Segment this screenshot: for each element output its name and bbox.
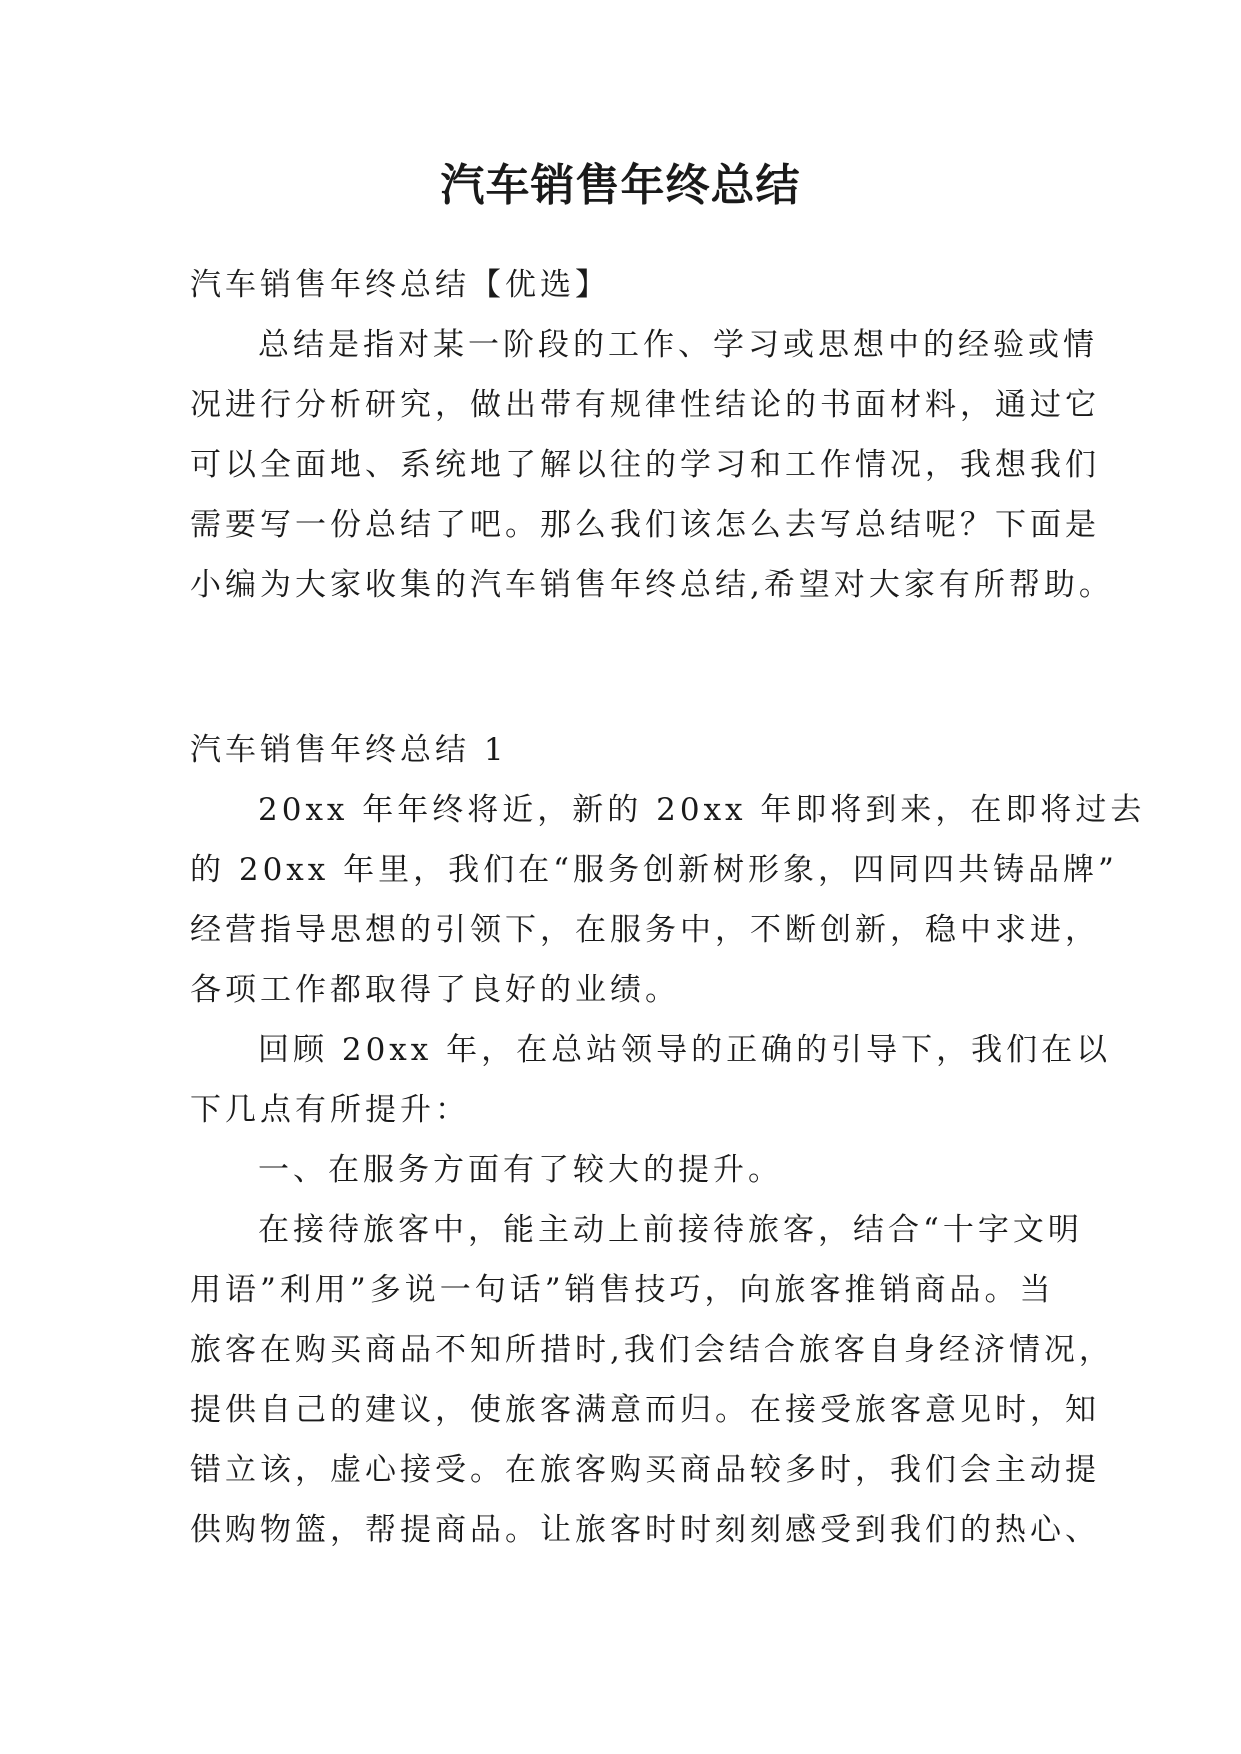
intro-line: 需要写一份总结了吧。那么我们该怎么去写总结呢？下面是	[190, 507, 1100, 543]
subheading-line: 一、在服务方面有了较大的提升。	[258, 1152, 783, 1188]
intro-line: 可以全面地、系统地了解以往的学习和工作情况，我想我们	[190, 447, 1100, 483]
paragraph-line: 错立该，虚心接受。在旅客购买商品较多时，我们会主动提	[190, 1452, 1100, 1488]
intro-heading: 汽车销售年终总结【优选】	[190, 267, 610, 303]
paragraph-line: 下几点有所提升：	[190, 1092, 470, 1128]
paragraph-line: 在接待旅客中，能主动上前接待旅客，结合“十字文明	[258, 1212, 1083, 1248]
section-1	[190, 720, 1146, 1560]
document-title: 汽车销售年终总结	[440, 160, 801, 211]
paragraph-line: 用语”利用”多说一句话”销售技巧，向旅客推销商品。当	[190, 1272, 1055, 1308]
intro-line: 小编为大家收集的汽车销售年终总结,希望对大家有所帮助。	[190, 567, 1114, 603]
intro-line: 总结是指对某一阶段的工作、学习或思想中的经验或情	[258, 327, 1098, 363]
paragraph-line: 旅客在购买商品不知所措时,我们会结合旅客自身经济情况，	[190, 1332, 1114, 1368]
paragraph-line: 各项工作都取得了良好的业绩。	[190, 972, 680, 1008]
paragraph-line: 经营指导思想的引领下，在服务中，不断创新，稳中求进，	[190, 912, 1100, 948]
paragraph-line: 20xx 年年终将近，新的 20xx 年即将到来，在即将过去	[258, 792, 1146, 828]
paragraph-line: 供购物篮，帮提商品。让旅客时时刻刻感受到我们的热心、	[190, 1512, 1100, 1548]
paragraph-line: 的 20xx 年里，我们在“服务创新树形象，四同四共铸品牌”	[190, 852, 1118, 888]
intro-line: 况进行分析研究，做出带有规律性结论的书面材料，通过它	[190, 387, 1100, 423]
section-1-heading: 汽车销售年终总结 1	[190, 732, 508, 768]
paragraph-line: 回顾 20xx 年，在总站领导的正确的引导下，我们在以	[258, 1032, 1112, 1068]
paragraph-line: 提供自己的建议，使旅客满意而归。在接受旅客意见时，知	[190, 1392, 1100, 1428]
intro-section	[190, 255, 1114, 615]
